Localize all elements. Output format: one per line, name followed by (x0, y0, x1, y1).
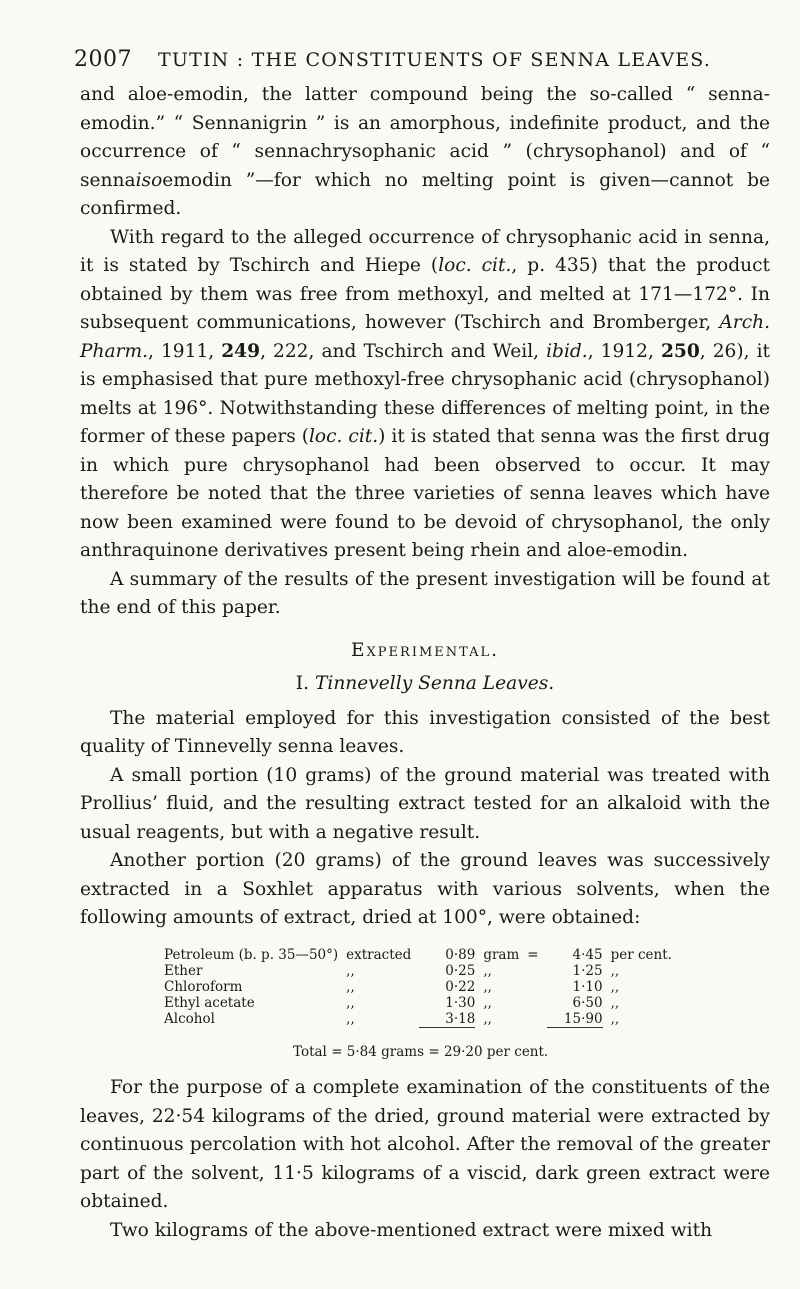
table-total: Total = 5·84 grams = 29·20 per cent. (293, 1043, 549, 1060)
table-cell-grams: 0·22 (445, 978, 476, 995)
table-cell-unit: gram (483, 946, 520, 963)
paragraph-4: The material employed for this investigation consisted of the best quality of Tinnevelly senna leaves. (80, 707, 770, 757)
table-row (160, 1011, 676, 1028)
table-row (160, 947, 676, 963)
table-cell-pct-unit: ,, (610, 1010, 620, 1027)
table-cell-percent (543, 1011, 607, 1028)
paragraph-6: Another portion (20 grams) of the ground leaves was successively extracted in a Soxhlet apparatus with various solvents, when the following amounts of extract, dried at 100°, were obtained: (80, 850, 770, 928)
table-cell-eq (523, 963, 542, 979)
table-cell-verb: extracted (346, 946, 412, 963)
table-cell-grams: 0·89 (445, 946, 476, 963)
table-cell-solvent: Ether (164, 962, 203, 979)
table-cell-unit: ,, (483, 994, 492, 1011)
paragraph-1: and aloe-emodin, the latter compound being the so-called “ senna-emodin.” “ Sennanigrin ” is an amorphous, indefinite product, and the occurrence of “ sennachrysophanic acid ” (chrysophanol) and of “ sennaisoemodin ”—for which no melting point is given—cannot be confirmed. (80, 84, 770, 219)
paragraph-3: A summary of the results of the present investigation will be found at the end of this paper. (80, 568, 770, 618)
table-cell-eq (523, 995, 542, 1011)
table-cell-verb: ,, (346, 1010, 355, 1027)
table-cell-eq: = (527, 946, 539, 963)
table-cell-eq (523, 979, 542, 995)
subsection-heading: I. Tinnevelly Senna Leaves. (295, 673, 555, 694)
table-cell-unit: ,, (483, 978, 492, 995)
paragraph-5: A small portion (10 grams) of the ground material was treated with Prollius’ fluid, and the resulting extract tested for an alkaloid with the usual reagents, but with a negative result. (80, 764, 770, 843)
table-cell-pct-unit: ,, (610, 978, 620, 995)
table-cell-percent: 1·10 (572, 978, 603, 995)
table-cell-grams: 1·30 (445, 994, 476, 1011)
table-cell-solvent: Ethyl acetate (164, 994, 255, 1011)
table-cell-unit: ,, (483, 962, 492, 979)
page-number: 2007 (74, 47, 132, 72)
table-row (160, 995, 676, 1011)
table-cell-pct-unit: per cent. (610, 946, 672, 963)
table-cell-unit: ,, (483, 1010, 492, 1027)
table-cell-solvent: Petroleum (b. p. 35—50°) (164, 946, 339, 963)
table-cell-percent: 1·25 (572, 962, 603, 979)
table-cell-percent: 6·50 (572, 994, 603, 1011)
running-header (74, 47, 754, 72)
table-cell-pct-unit: ,, (610, 994, 620, 1011)
table-row (160, 963, 676, 979)
underlined-value: 3·18 (419, 1011, 475, 1028)
table-cell-solvent: Chloroform (164, 978, 243, 995)
table-cell-grams: 0·25 (445, 962, 476, 979)
table-cell-pct-unit: ,, (610, 962, 620, 979)
table-cell-verb: ,, (346, 994, 355, 1011)
paragraph-2: With regard to the alleged occurrence of chrysophanic acid in senna, it is stated by Tschirch and Hiepe (loc. cit., p. 435) that the product obtained by them was free from methoxyl, and melted at 171—172°. In subsequent communications, however (Tschirch and Bromberger, Arch. Pharm., 1911, 249, 222, and Tschirch and Weil, ibid., 1912, 250, 26), it is emphasised that pure methoxyl-free chrysophanic acid (chrysophanol) melts at 196°. Notwithstanding these differences of melting point, in the former of these papers (loc. cit.) it is stated that senna was the first drug in which pure chrysophanol had been observed to occur. It may therefore be noted that the three varieties of senna leaves which have now been examined were found to be devoid of chrysophanol, the only anthraquinone derivatives present being rhein and aloe-emodin. (80, 226, 770, 561)
extract-table (160, 947, 676, 1028)
paragraph-7: For the purpose of a complete examination of the constituents of the leaves, 22·54 kilograms of the dried, ground material were extracted by continuous percolation with hot alcohol. After the removal of the greater part of the solvent, 11·5 kilograms of a viscid, dark green extract were obtained. (80, 1077, 770, 1212)
table-cell-solvent: Alcohol (164, 1010, 215, 1027)
table-row (160, 979, 676, 995)
table-cell-eq (523, 1011, 542, 1028)
table-cell-verb: ,, (346, 978, 355, 995)
body-text (80, 81, 770, 1245)
running-title: TUTIN : THE CONSTITUENTS OF SENNA LEAVES. (158, 49, 712, 71)
table-cell-grams (415, 1011, 479, 1028)
table-cell-verb: ,, (346, 962, 355, 979)
section-heading: Experimental. (350, 639, 500, 661)
paragraph-8: Two kilograms of the above-mentioned extract were mixed with (110, 1219, 713, 1241)
underlined-value: 15·90 (547, 1011, 603, 1028)
table-cell-percent: 4·45 (572, 946, 603, 963)
